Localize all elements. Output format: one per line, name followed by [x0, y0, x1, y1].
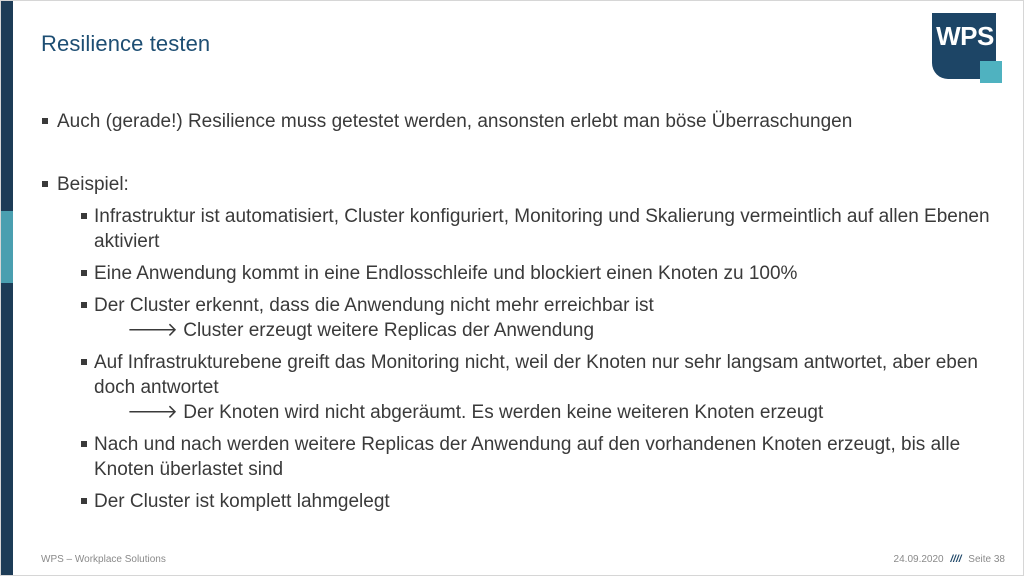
sub-bullet — [41, 261, 1011, 286]
sub-bullet — [41, 432, 1011, 482]
footer-separator: //// — [950, 554, 962, 565]
footer-company: WPS – Workplace Solutions — [41, 554, 166, 565]
sub-bullet-text: Der Cluster erkennt, dass die Anwendung nicht mehr erreichbar ist — [94, 295, 654, 316]
sub-bullet — [41, 293, 1011, 343]
sub-bullet-arrow-line: 🡒 Cluster erzeugt weitere Replicas der Anwendung — [127, 320, 595, 341]
left-edge-bar — [1, 1, 13, 576]
bullet-resilience: Auch (gerade!) Resilience muss getestet werden, ansonsten erlebt man böse Überraschungen — [41, 109, 1011, 134]
footer-date: 24.09.2020 — [893, 554, 944, 565]
slide-title: Resilience testen — [41, 31, 211, 56]
sub-bullet-text: Auf Infrastrukturebene greift das Monitoring nicht, weil der Knoten nur sehr langsam antwortet, aber eben doch antwortet — [94, 352, 978, 398]
logo-square — [980, 61, 1002, 83]
logo-text: WPS — [936, 21, 994, 51]
bullet-beispiel: Beispiel: — [41, 172, 1011, 197]
sub-bullet-text: Nach und nach werden weitere Replicas der Anwendung auf den vorhandenen Knoten erzeugt, bis alle Knoten überlastet sind — [94, 434, 961, 480]
sub-bullet — [41, 204, 1011, 254]
sub-bullet-arrow-line: 🡒 Der Knoten wird nicht abgeräumt. Es werden keine weiteren Knoten erzeugt — [127, 402, 824, 423]
footer-page-number: Seite 38 — [968, 554, 1005, 565]
footer-meta — [894, 554, 1005, 565]
wps-logo — [932, 13, 1002, 83]
left-edge-accent — [1, 211, 13, 283]
slide-content — [41, 109, 1011, 514]
sub-bullet-text: Der Cluster ist komplett lahmgelegt — [94, 491, 390, 512]
sub-bullet-text: Eine Anwendung kommt in eine Endlosschleife und blockiert einen Knoten zu 100% — [94, 263, 798, 284]
sub-bullet — [41, 350, 1011, 425]
sub-bullet-text: Infrastruktur ist automatisiert, Cluster konfiguriert, Monitoring und Skalierung vermeintlich auf allen Ebenen aktiviert — [94, 206, 990, 252]
sub-bullet — [41, 489, 1011, 514]
